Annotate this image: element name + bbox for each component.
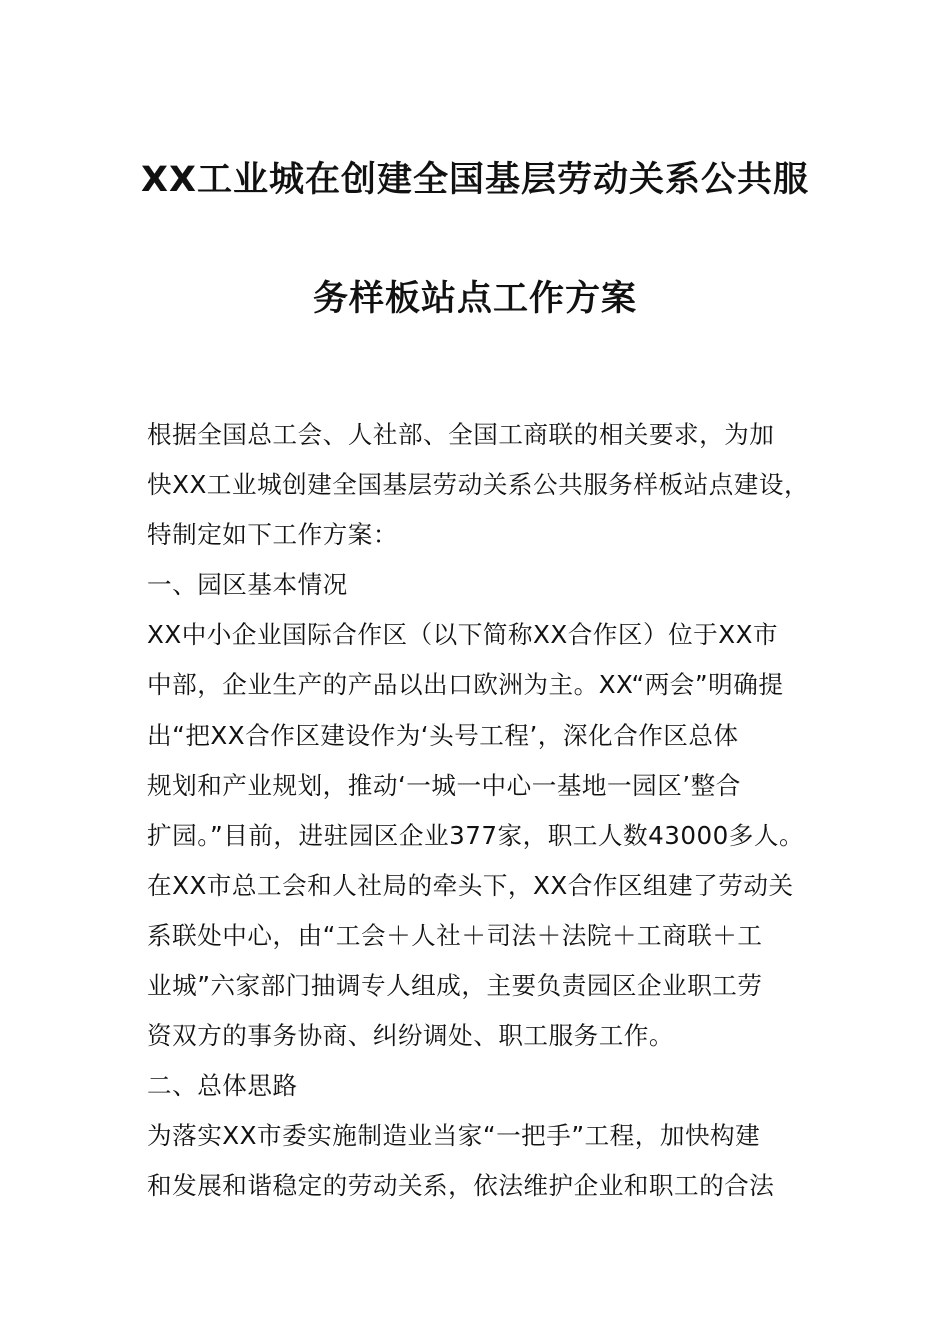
- body-line: 规划和产业规划，推动‘一城一中心一基地一园区’整合: [147, 770, 741, 800]
- section-heading-1: 一、园区基本情况: [147, 570, 348, 600]
- document-body: [147, 410, 810, 1212]
- body-line: 资双方的事务协商、纠纷调处、职工服务工作。: [147, 1021, 674, 1051]
- body-line: 扩园。”目前，进驻园区企业377家，职工人数43000多人。: [147, 820, 805, 850]
- section-heading-2: 二、总体思路: [147, 1071, 298, 1101]
- body-line: 为落实XX市委实施制造业当家“一把手”工程，加快构建: [147, 1121, 761, 1151]
- document-title-line-2: 务样板站点工作方案: [312, 279, 637, 319]
- body-line: 业城”六家部门抽调专人组成，主要负责园区企业职工劳: [147, 971, 763, 1001]
- body-line: XX中小企业国际合作区（以下简称XX合作区）位于XX市: [147, 620, 779, 650]
- body-line: 中部，企业生产的产品以出口欧洲为主。XX“两会”明确提: [147, 670, 784, 700]
- document-title-line-1: XX工业城在创建全国基层劳动关系公共服: [141, 160, 809, 200]
- body-line: 和发展和谐稳定的劳动关系，依法维护企业和职工的合法: [147, 1171, 775, 1201]
- body-line: 快XX工业城创建全国基层劳动关系公共服务样板站点建设，: [147, 470, 810, 500]
- body-line: 特制定如下工作方案：: [147, 520, 398, 550]
- body-line: 根据全国总工会、人社部、全国工商联的相关要求，为加: [147, 420, 775, 449]
- body-line: 出“把XX合作区建设作为‘头号工程’，深化合作区总体: [147, 720, 739, 750]
- body-line: 在XX市总工会和人社局的牵头下，XX合作区组建了劳动关: [147, 870, 794, 900]
- body-line: 系联处中心，由“工会＋人社＋司法＋法院＋工商联＋工: [147, 920, 763, 950]
